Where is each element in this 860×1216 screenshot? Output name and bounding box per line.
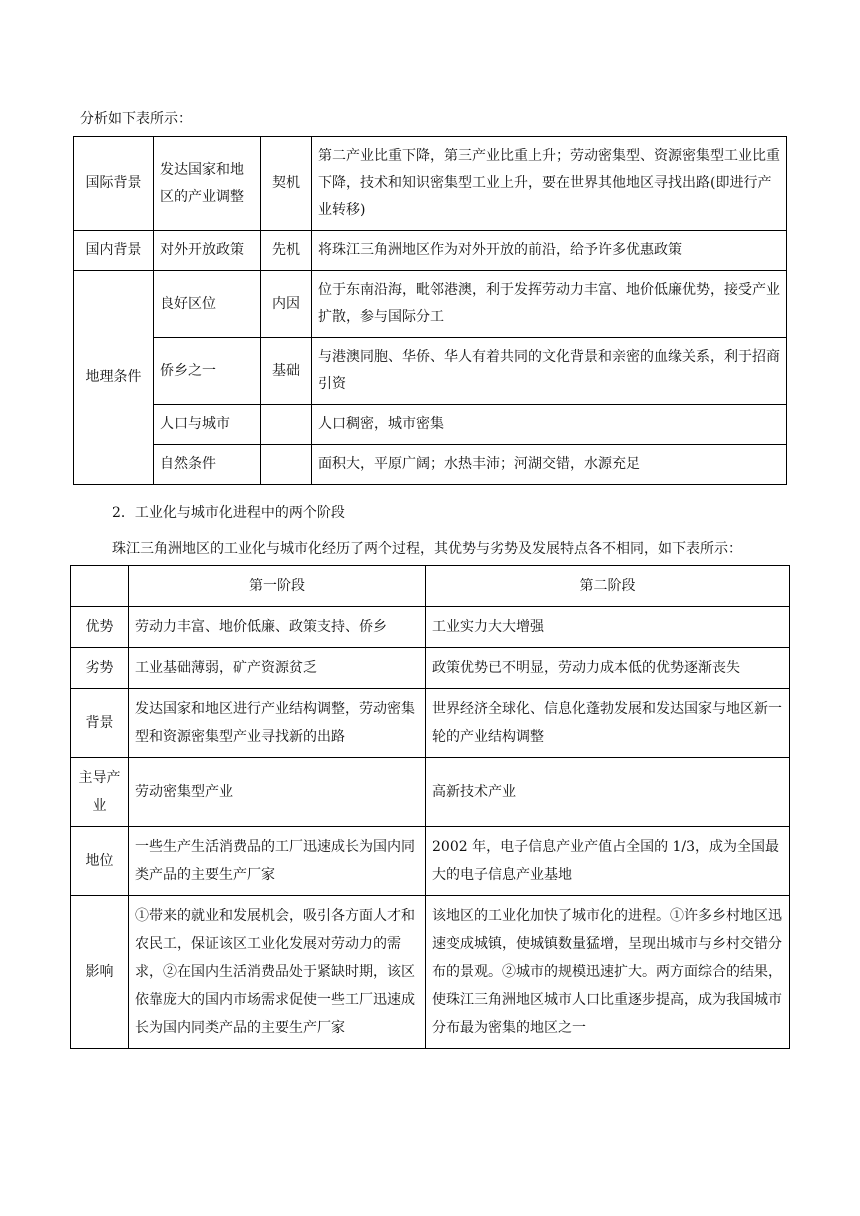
header-stage-1: 第一阶段 [129, 566, 426, 607]
cell-stage-2: 政策优势已不明显，劳动力成本低的优势逐渐丧失 [426, 648, 790, 689]
row-label: 劣势 [71, 648, 129, 689]
header-stage-2: 第二阶段 [426, 566, 790, 607]
table-row [74, 231, 787, 271]
table-row [71, 827, 790, 896]
table-row [74, 405, 787, 445]
table-background-conditions [73, 136, 787, 485]
cell-factor: 发达国家和地区的产业调整 [154, 137, 261, 231]
row-label: 影响 [71, 896, 129, 1049]
table-header-row [71, 566, 790, 607]
table-row [71, 607, 790, 648]
cell-detail: 与港澳同胞、华侨、华人有着共同的文化背景和亲密的血缘关系，利于招商引资 [312, 338, 787, 405]
cell-detail: 将珠江三角洲地区作为对外开放的前沿，给予许多优惠政策 [312, 231, 787, 271]
table-row [71, 758, 790, 827]
table-row [71, 689, 790, 758]
cell-stage-2: 工业实力大大增强 [426, 607, 790, 648]
cell-detail: 面积大，平原广阔；水热丰沛；河湖交错，水源充足 [312, 445, 787, 485]
cell-factor: 自然条件 [154, 445, 261, 485]
cell-role [261, 445, 312, 485]
section-2-title: 2．工业化与城市化进程中的两个阶段 [112, 505, 345, 521]
row-label: 优势 [71, 607, 129, 648]
cell-stage-2: 高新技术产业 [426, 758, 790, 827]
cell-stage-1: 劳动力丰富、地价低廉、政策支持、侨乡 [129, 607, 426, 648]
table-row [71, 896, 790, 1049]
cell-stage-2: 该地区的工业化加快了城市化的进程。①许多乡村地区迅速变成城镇，使城镇数量猛增，呈现出城市与乡村交错分布的景观。②城市的规模迅速扩大。两方面综合的结果，使珠江三角洲地区城市人口比重逐步提高，成为我国城市分布最为密集的地区之一 [426, 896, 790, 1049]
cell-stage-1: 工业基础薄弱，矿产资源贫乏 [129, 648, 426, 689]
table-row [74, 137, 787, 231]
cell-category: 国际背景 [74, 137, 154, 231]
header-empty [71, 566, 129, 607]
cell-category: 地理条件 [74, 271, 154, 485]
cell-factor: 良好区位 [154, 271, 261, 338]
cell-category: 国内背景 [74, 231, 154, 271]
cell-stage-1: 一些生产生活消费品的工厂迅速成长为国内同类产品的主要生产厂家 [129, 827, 426, 896]
row-label: 主导产业 [71, 758, 129, 827]
cell-detail: 人口稠密，城市密集 [312, 405, 787, 445]
table-row [74, 271, 787, 338]
table-row [74, 338, 787, 405]
cell-stage-1: ①带来的就业和发展机会，吸引各方面人才和农民工，保证该区工业化发展对劳动力的需求，②在国内生活消费品处于紧缺时期，该区依靠庞大的国内市场需求促使一些工厂迅速成长为国内同类产品的主要生产厂家 [129, 896, 426, 1049]
cell-factor: 对外开放政策 [154, 231, 261, 271]
cell-role: 契机 [261, 137, 312, 231]
cell-stage-2: 2002 年，电子信息产业产值占全国的 1/3，成为全国最大的电子信息产业基地 [426, 827, 790, 896]
cell-detail: 位于东南沿海，毗邻港澳，利于发挥劳动力丰富、地价低廉优势，接受产业扩散，参与国际分工 [312, 271, 787, 338]
cell-detail: 第二产业比重下降，第三产业比重上升；劳动密集型、资源密集型工业比重下降，技术和知识密集型工业上升，要在世界其他地区寻找出路(即进行产业转移) [312, 137, 787, 231]
table-row [71, 648, 790, 689]
cell-factor: 人口与城市 [154, 405, 261, 445]
cell-stage-1: 劳动密集型产业 [129, 758, 426, 827]
row-label: 地位 [71, 827, 129, 896]
cell-stage-1: 发达国家和地区进行产业结构调整，劳动密集型和资源密集型产业寻找新的出路 [129, 689, 426, 758]
section-2-intro: 珠江三角洲地区的工业化与城市化经历了两个过程，其优势与劣势及发展特点各不相同，如下表所示： [112, 541, 742, 557]
intro-text: 分析如下表所示： [80, 111, 192, 127]
cell-role: 内因 [261, 271, 312, 338]
cell-role: 基础 [261, 338, 312, 405]
cell-factor: 侨乡之一 [154, 338, 261, 405]
cell-role [261, 405, 312, 445]
row-label: 背景 [71, 689, 129, 758]
cell-stage-2: 世界经济全球化、信息化蓬勃发展和发达国家与地区新一轮的产业结构调整 [426, 689, 790, 758]
table-two-stages [70, 565, 790, 1049]
cell-role: 先机 [261, 231, 312, 271]
table-row [74, 445, 787, 485]
